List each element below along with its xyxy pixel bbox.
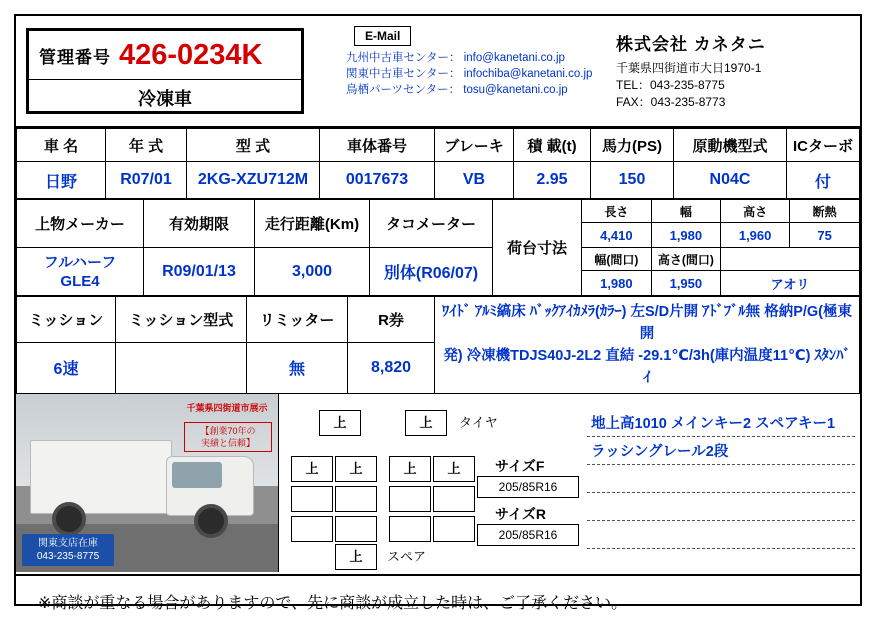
body-value-cell: 3,000 — [255, 248, 370, 296]
company-fax: FAX：043-235-8773 — [616, 95, 726, 109]
body-maker-line2: GLE4 — [60, 272, 100, 290]
email-block — [346, 26, 596, 98]
tire-size-front-value[interactable]: 205/85R16 — [477, 476, 579, 498]
company-tel: TEL：043-235-8775 — [616, 78, 725, 92]
body-header-row — [17, 200, 860, 248]
spec-table — [16, 128, 860, 199]
spec-value-cell: R07/01 — [106, 162, 187, 199]
photo-location-banner: 千葉県四街道市展示 — [186, 403, 268, 413]
mission-header-cell: ミッション型式 — [116, 297, 247, 343]
vehicle-spec-sheet — [14, 14, 862, 612]
mission-value-cell — [116, 342, 247, 393]
dim-header-cell: 幅 — [651, 200, 720, 223]
tire-cell[interactable]: 上 — [405, 410, 447, 436]
equipment-notes-line1: ﾜｲﾄﾞ ｱﾙﾐ縞床 ﾊﾞｯｸｱｲｶﾒﾗ(ｶﾗｰ) 左S/D片開 ｱﾄﾞﾌﾞﾙ無 格納P/G(極東開 — [441, 304, 853, 342]
email-line-tosu: 鳥栖パーツセンター： tosu@kanetani.co.jp — [346, 84, 568, 96]
company-name: 株式会社 カネタニ — [616, 35, 766, 54]
dim-header-cell: 高さ(間口) — [651, 248, 720, 271]
dimension-block — [582, 200, 860, 248]
spec-value-cell: 日野 — [17, 162, 106, 199]
memo-rule — [587, 520, 855, 521]
spec-header-cell: 型 式 — [187, 129, 320, 162]
body-maker-value — [17, 248, 144, 296]
company-address: 千葉県四街道市大日1970-1 — [616, 61, 762, 75]
spec-value-cell: 付 — [787, 162, 860, 199]
body-header-cell: 走行距離(Km) — [255, 200, 370, 248]
spec-value-cell: 0017673 — [320, 162, 435, 199]
mission-header-cell: ミッション — [17, 297, 116, 343]
body-value-cell: 別体(R06/07) — [370, 248, 493, 296]
dim-value-cell: 1,980 — [582, 271, 651, 296]
body-header-cell: 上物メーカー — [17, 200, 144, 248]
truck-cab-window — [172, 462, 222, 488]
dim-top-value-row — [582, 223, 859, 248]
tire-title: タイヤ — [459, 415, 498, 430]
mission-header-row — [17, 297, 860, 343]
dim-value-cell: 4,410 — [582, 223, 651, 248]
dim-value-cell: 1,980 — [651, 223, 720, 248]
dim-header-cell — [721, 248, 860, 271]
photo-red-box-line2: 実績と信頼】 — [200, 438, 255, 448]
vehicle-type-value: 冷凍車 — [138, 88, 192, 109]
spec-value-cell: VB — [435, 162, 514, 199]
tire-cell[interactable] — [335, 516, 377, 542]
sheet-header — [16, 16, 860, 128]
spec-header-cell: 車体番号 — [320, 129, 435, 162]
dimension-block-bottom — [582, 248, 860, 296]
dim-value-cell: 75 — [790, 223, 859, 248]
equipment-notes-line2: 発) 冷凍機TDJS40J-2L2 直結 -29.1℃/3h(庫内温度11℃) ｽﾀﾝﾊﾞｲ — [443, 348, 851, 386]
spec-header-cell: 年 式 — [106, 129, 187, 162]
dim-bottom-value-row — [582, 271, 859, 296]
dim-header-cell: 幅(間口) — [582, 248, 651, 271]
dimension-table-bottom — [582, 248, 859, 295]
tire-cell[interactable] — [389, 516, 431, 542]
truck-box-body — [30, 440, 172, 514]
spec-header-cell: 車 名 — [17, 129, 106, 162]
dimension-label: 荷台寸法 — [493, 200, 582, 296]
spec-value-cell: N04C — [674, 162, 787, 199]
mission-value-cell: 無 — [247, 342, 348, 393]
spec-header-row — [17, 129, 860, 162]
management-number-value: 426-0234K — [119, 38, 263, 71]
spec-value-cell: 2KG-XZU712M — [187, 162, 320, 199]
dimension-table — [582, 200, 859, 247]
tire-cell[interactable]: 上 — [433, 456, 475, 482]
spec-header-cell: ICターボ — [787, 129, 860, 162]
body-header-cell: タコメーター — [370, 200, 493, 248]
mission-header-cell: R券 — [348, 297, 435, 343]
memo-rule — [587, 464, 855, 465]
tire-cell-spare[interactable]: 上 — [335, 544, 377, 570]
memo-rule — [587, 492, 855, 493]
spec-value-cell: 2.95 — [514, 162, 591, 199]
tire-cell[interactable] — [335, 486, 377, 512]
tire-cell[interactable]: 上 — [389, 456, 431, 482]
dim-bottom-header-row — [582, 248, 859, 271]
tire-cell[interactable] — [389, 486, 431, 512]
email-line-kyushu: 九州中古車センター： info@kanetani.co.jp — [346, 52, 565, 64]
email-button[interactable]: E-Mail — [354, 26, 411, 46]
spec-header-cell: 積 載(t) — [514, 129, 591, 162]
spec-value-row — [17, 162, 860, 199]
dim-top-header-row — [582, 200, 859, 223]
memo-area — [581, 394, 862, 572]
mission-value-cell: 8,820 — [348, 342, 435, 393]
photo-blue-box-line2: 043-235-8775 — [36, 551, 100, 562]
management-number-row — [29, 31, 301, 80]
tire-cell[interactable] — [291, 516, 333, 542]
truck-wheel-front — [194, 504, 228, 538]
body-maker-table — [16, 199, 860, 296]
photo-red-box-line1: 【創業70年の — [200, 426, 256, 436]
tire-size-rear-value[interactable]: 205/85R16 — [477, 524, 579, 546]
company-block — [616, 30, 856, 111]
body-value-row — [17, 248, 860, 296]
body-value-cell: R09/01/13 — [144, 248, 255, 296]
tire-cell[interactable]: 上 — [291, 456, 333, 482]
email-line-kanto: 関東中古車センター： infochiba@kanetani.co.jp — [346, 68, 593, 80]
mission-table — [16, 296, 860, 394]
tire-cell[interactable]: 上 — [319, 410, 361, 436]
bottom-section — [16, 394, 860, 576]
body-maker-line1: フルハーフ — [43, 253, 117, 271]
tire-cell[interactable] — [291, 486, 333, 512]
tire-cell[interactable]: 上 — [335, 456, 377, 482]
truck-wheel-rear — [52, 502, 86, 536]
dim-header-cell: 断熱 — [790, 200, 859, 223]
photo-red-box — [184, 422, 272, 452]
spec-value-cell: 150 — [591, 162, 674, 199]
vehicle-type-row — [29, 80, 301, 115]
tire-cell[interactable] — [433, 516, 475, 542]
dim-value-cell: アオリ — [721, 271, 860, 296]
tire-diagram — [279, 394, 579, 572]
dim-value-cell: 1,950 — [651, 271, 720, 296]
photo-blue-box-line1: 関東支店在庫 — [38, 538, 98, 549]
vehicle-photo — [16, 394, 279, 572]
spec-header-cell: 原動機型式 — [674, 129, 787, 162]
dim-header-cell: 長さ — [582, 200, 651, 223]
dim-value-cell: 1,960 — [721, 223, 790, 248]
tire-cell[interactable] — [433, 486, 475, 512]
body-header-cell: 有効期限 — [144, 200, 255, 248]
tire-size-front-label: サイズF — [495, 458, 545, 474]
mission-value-cell: 6速 — [17, 342, 116, 393]
dim-header-cell: 高さ — [721, 200, 790, 223]
management-number-box — [26, 28, 304, 114]
spec-header-cell: ブレーキ — [435, 129, 514, 162]
memo-line-2: ラッシングレール2段 — [591, 444, 729, 460]
tire-spare-label: スペア — [387, 549, 427, 564]
footer-note: ※商談が重なる場合がありますので、先に商談が成立した時は、ご了承ください。 — [38, 595, 628, 612]
memo-rule — [587, 436, 855, 437]
memo-rule — [587, 548, 855, 549]
spec-header-cell: 馬力(PS) — [591, 129, 674, 162]
photo-blue-box — [22, 534, 114, 566]
mission-header-cell: リミッター — [247, 297, 348, 343]
equipment-notes — [435, 297, 860, 394]
management-number-label: 管理番号 — [39, 47, 111, 67]
tire-size-rear-label: サイズR — [495, 506, 546, 522]
memo-line-1: 地上高1010 メインキー2 スペアキー1 — [591, 416, 836, 432]
